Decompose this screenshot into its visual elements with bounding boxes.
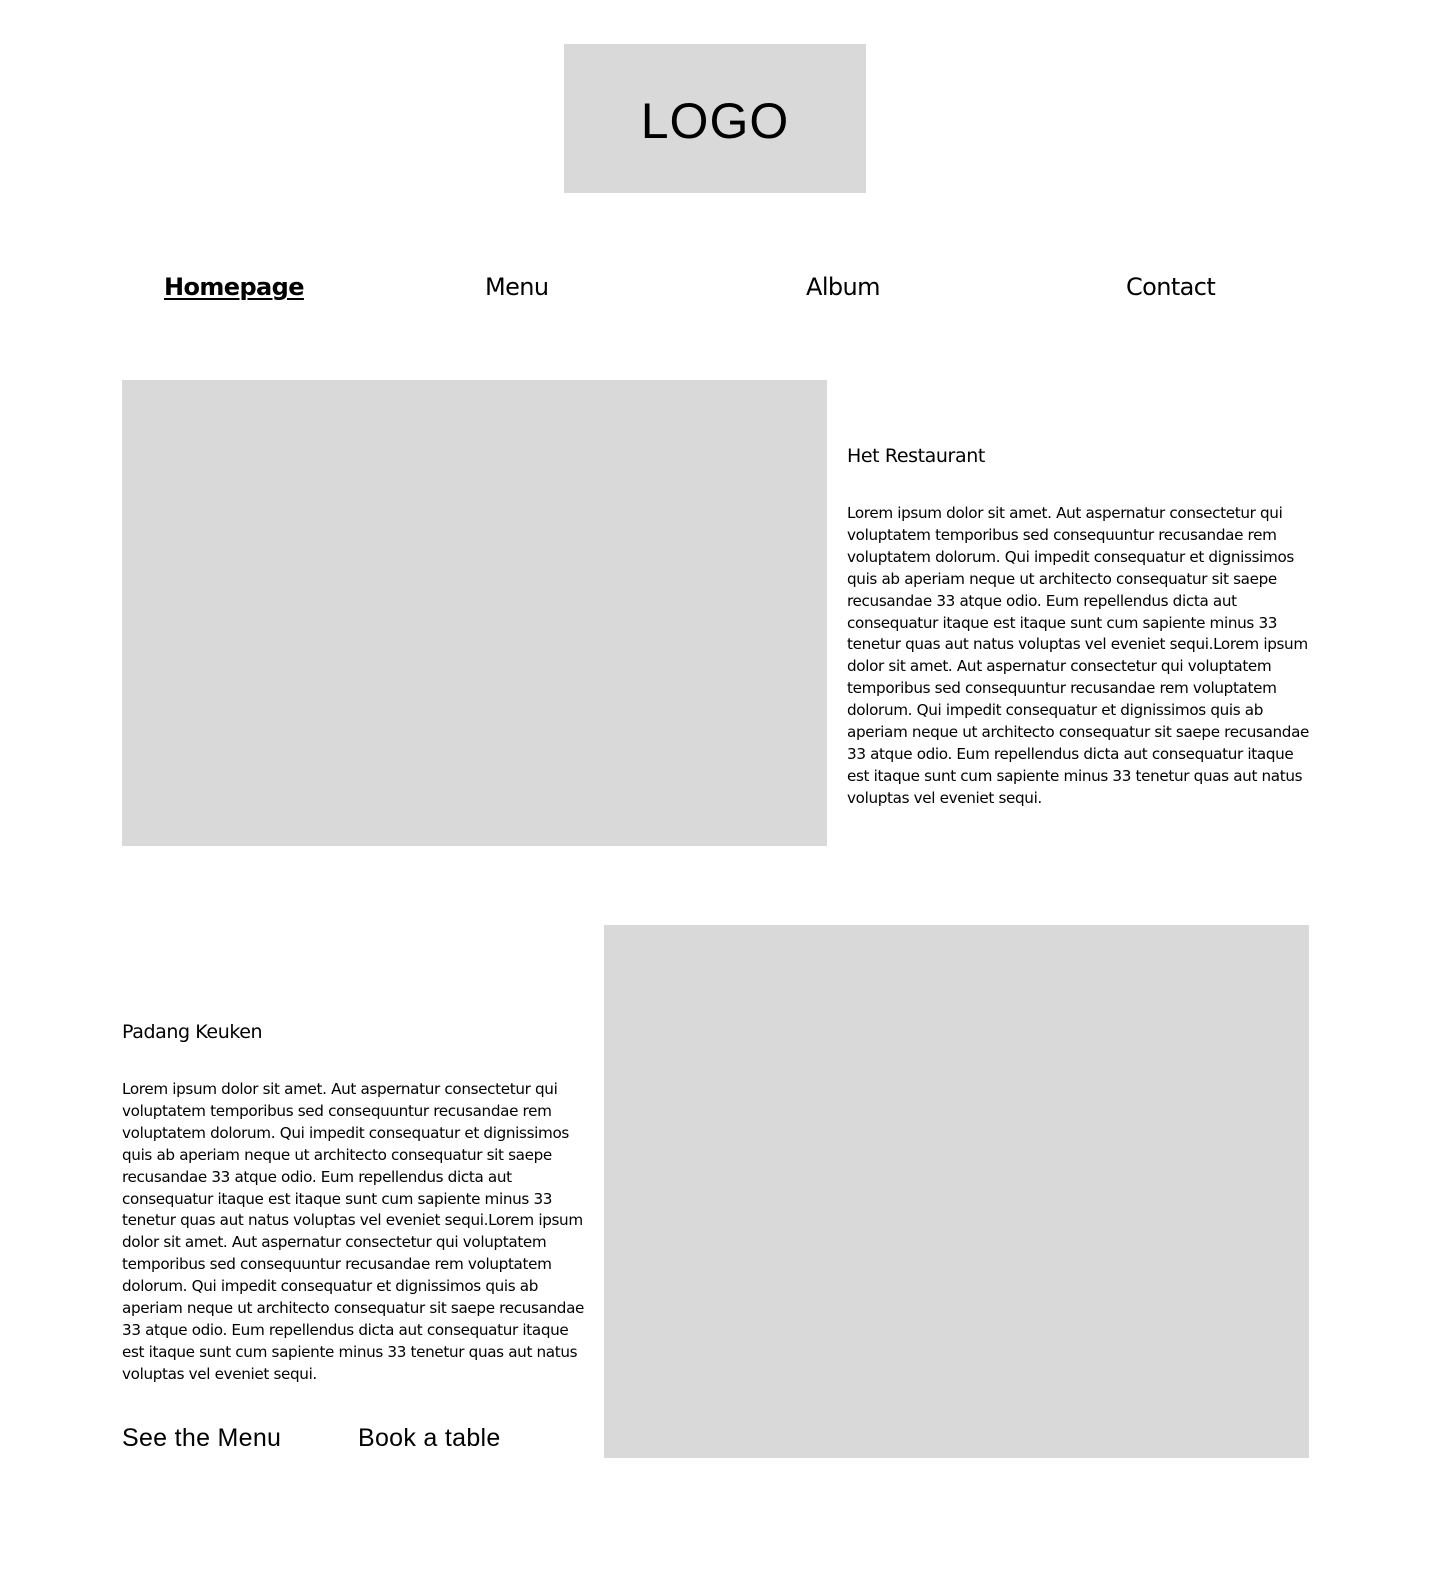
restaurant-section-text: Lorem ipsum dolor sit amet. Aut aspernatur consectetur qui voluptatem temporibus sed consequuntur recusandae rem voluptatem dolorum. Qui impedit consequatur et dignissimos quis ab aperiam neque ut architecto consequatur sit saepe recusandae 33 atque odio. Eum repellendus dicta aut consequatur itaque est itaque sunt cum sapiente minus 33 tenetur quas aut natus voluptas vel eveniet sequi.Lorem ipsum dolor sit amet. Aut aspernatur consectetur qui voluptatem temporibus sed consequuntur recusandae rem voluptatem dolorum. Qui impedit consequatur et dignissimos quis ab aperiam neque ut architecto consequatur sit saepe recusandae 33 atque odio. Eum repellendus dicta aut consequatur itaque est itaque sunt cum sapiente minus 33 tenetur quas aut natus voluptas vel eveniet sequi. bbox=[847, 504, 1310, 807]
logo[interactable] bbox=[564, 44, 866, 193]
see-menu-link[interactable]: See the Menu bbox=[122, 1424, 282, 1452]
keuken-section-title: Padang Keuken bbox=[122, 1021, 263, 1043]
nav-item-album[interactable]: Album bbox=[806, 273, 880, 301]
nav-item-contact[interactable]: Contact bbox=[1126, 273, 1216, 301]
keuken-section-text: Lorem ipsum dolor sit amet. Aut aspernatur consectetur qui voluptatem temporibus sed consequuntur recusandae rem voluptatem dolorum. Qui impedit consequatur et dignissimos quis ab aperiam neque ut architecto consequatur sit saepe recusandae 33 atque odio. Eum repellendus dicta aut consequatur itaque est itaque sunt cum sapiente minus 33 tenetur quas aut natus voluptas vel eveniet sequi.Lorem ipsum dolor sit amet. Aut aspernatur consectetur qui voluptatem temporibus sed consequuntur recusandae rem voluptatem dolorum. Qui impedit consequatur et dignissimos quis ab aperiam neque ut architecto consequatur sit saepe recusandae 33 atque odio. Eum repellendus dicta aut consequatur itaque est itaque sunt cum sapiente minus 33 tenetur quas aut natus voluptas vel eveniet sequi. bbox=[122, 1080, 585, 1383]
restaurant-section-title: Het Restaurant bbox=[847, 445, 985, 467]
restaurant-image-placeholder bbox=[122, 380, 827, 846]
nav-item-homepage[interactable]: Homepage bbox=[164, 273, 304, 301]
keuken-image-placeholder bbox=[604, 925, 1309, 1458]
book-table-link[interactable]: Book a table bbox=[358, 1424, 501, 1452]
nav-item-menu[interactable]: Menu bbox=[485, 273, 549, 301]
logo-text: LOGO bbox=[640, 92, 790, 149]
